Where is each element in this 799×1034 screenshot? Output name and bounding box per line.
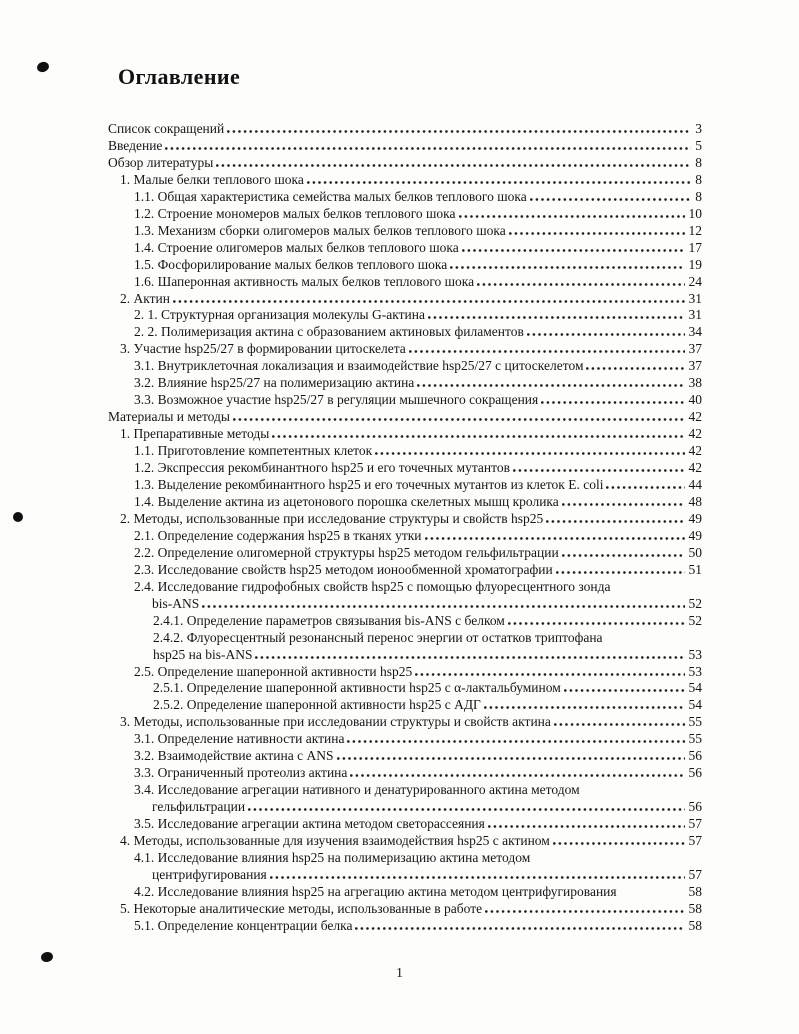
toc-entry-label: 1. Препаративные методы — [120, 426, 270, 442]
dotted-leader — [415, 673, 684, 676]
toc-line — [153, 697, 702, 714]
toc-page-number: 52 — [688, 612, 702, 628]
toc-page-number: 55 — [688, 714, 702, 730]
toc-entry-label: 2.4.2. Флуоресцентный резонансный перенос энергии от остатков триптофана — [153, 629, 603, 645]
toc-line — [134, 460, 702, 477]
dotted-leader — [375, 452, 684, 455]
dotted-leader — [428, 316, 685, 319]
toc-entry-label: 2.4.1. Определение параметров связывания bis-ANS с белком — [153, 612, 505, 628]
toc-line — [134, 918, 702, 935]
toc-line — [153, 613, 702, 630]
toc-entry — [108, 121, 702, 138]
dotted-leader — [620, 893, 685, 896]
dotted-leader — [270, 876, 685, 879]
ink-blot-artifact — [40, 951, 54, 963]
toc-entry-label: 2.3. Исследование свойств hsp25 методом ионообменной хроматографии — [134, 561, 553, 577]
toc-line — [134, 307, 702, 324]
toc-page-number: 53 — [688, 663, 702, 679]
toc-entry — [153, 697, 702, 714]
toc-page-number: 53 — [688, 646, 702, 662]
toc-page-number: 34 — [688, 324, 702, 340]
toc-entry-label: 1.5. Фосфорилирование малых белков теплового шока — [134, 256, 448, 272]
toc-page-number: 8 — [695, 188, 702, 204]
dotted-leader — [541, 401, 684, 404]
toc-page-number: 37 — [688, 358, 702, 374]
toc-line — [108, 155, 702, 172]
toc-page-number: 10 — [688, 205, 702, 221]
toc-entry — [134, 782, 702, 816]
dotted-leader — [248, 808, 684, 811]
toc-entry — [134, 358, 702, 375]
toc-line — [120, 291, 702, 308]
dotted-leader — [527, 333, 685, 336]
toc-entry — [153, 630, 702, 664]
toc-entry-label: hsp25 на bis-ANS — [153, 646, 253, 662]
dotted-leader — [255, 656, 684, 659]
dotted-leader — [484, 706, 685, 709]
dotted-leader — [233, 418, 685, 421]
toc-entry — [134, 664, 702, 681]
dotted-leader — [165, 147, 691, 150]
toc-entry-label: 3.2. Влияние hsp25/27 на полимеризацию актина — [134, 375, 415, 391]
toc-entry-label: 2.1. Определение содержания hsp25 в тканях утки — [134, 527, 422, 543]
toc-line — [134, 189, 702, 206]
dotted-leader — [227, 130, 691, 133]
toc-entry — [134, 562, 702, 579]
toc-page-number: 8 — [695, 154, 702, 170]
toc-line — [134, 257, 702, 274]
toc-entry-label: 2. 2. Полимеризация актина с образованием актиновых филаментов — [134, 324, 524, 340]
toc-entry-label: Обзор литературы — [108, 154, 214, 170]
toc-line — [134, 545, 702, 562]
toc-entry — [134, 240, 702, 257]
toc-entry-label: 1.1. Общая характеристика семейства малых белков теплового шока — [134, 188, 527, 204]
toc-page-number: 5 — [695, 137, 702, 153]
toc-entry-label: 3.4. Исследование агрегации нативного и денатурированного актина методом — [134, 782, 580, 798]
toc-page-number: 40 — [688, 392, 702, 408]
page-title: Оглавление — [118, 64, 241, 89]
toc-line — [120, 172, 702, 189]
dotted-leader — [564, 689, 685, 692]
toc-page-number: 19 — [688, 256, 702, 272]
toc-entry-label: 3. Методы, использованные при исследовании структуры и свойств актина — [120, 714, 551, 730]
toc-entry — [120, 901, 702, 918]
toc-entry-label: 3.3. Ограниченный протеолиз актина — [134, 765, 348, 781]
toc-entry-label: Введение — [108, 137, 163, 153]
footer-page-number: 1 — [396, 966, 403, 981]
dotted-leader — [586, 367, 684, 370]
dotted-leader — [409, 350, 685, 353]
toc-line — [120, 901, 702, 918]
toc-page-number: 56 — [688, 748, 702, 764]
toc-entry-label: 1.1. Приготовление компетентных клеток — [134, 443, 373, 459]
toc-entry-label: 4. Методы, использованные для изучения взаимодействия hsp25 с актином — [120, 833, 550, 849]
toc-line — [134, 664, 702, 681]
toc-entry-label: центрифугирования — [152, 866, 267, 882]
toc-entry — [134, 189, 702, 206]
toc-page-number: 54 — [688, 697, 702, 713]
toc-page-number: 58 — [688, 883, 702, 899]
dotted-leader — [562, 554, 685, 557]
toc-page-number: 49 — [688, 527, 702, 543]
toc-line — [153, 680, 702, 697]
toc-entry-label: 3.1. Внутриклеточная локализация и взаимодействие hsp25/27 с цитоскелетом — [134, 358, 584, 374]
toc-entry — [120, 172, 702, 189]
toc-page-number: 50 — [688, 544, 702, 560]
toc-entry — [134, 545, 702, 562]
toc-entry-label: 2.5.1. Определение шаперонной активности hsp25 с α-лактальбумином — [153, 680, 561, 696]
toc-entry-label: Список сокращений — [108, 121, 225, 136]
toc-entry — [134, 816, 702, 833]
toc-entry-label: 2. Актин — [120, 290, 170, 306]
toc-line — [134, 884, 702, 901]
dotted-leader — [554, 723, 685, 726]
toc-page-number: 12 — [688, 222, 702, 238]
toc-line — [134, 274, 702, 291]
toc-entry — [134, 223, 702, 240]
toc-page-number: 38 — [688, 375, 702, 391]
toc-line — [134, 782, 702, 799]
toc-entry — [153, 680, 702, 697]
toc-entry-label: гельфильтрации — [152, 799, 246, 815]
toc-entry — [134, 307, 702, 324]
toc-line — [120, 714, 702, 731]
toc-line — [153, 630, 702, 647]
toc-line — [120, 511, 702, 528]
toc-entry — [120, 341, 702, 358]
toc-line — [134, 528, 702, 545]
toc-line — [134, 748, 702, 765]
toc-page-number: 57 — [688, 816, 702, 832]
dotted-leader — [450, 266, 684, 269]
toc-entry-label: 1. Малые белки теплового шока — [120, 171, 304, 187]
toc-entry — [134, 579, 702, 613]
toc-page-number: 31 — [688, 307, 702, 323]
toc-line — [153, 647, 702, 664]
toc-entry — [134, 884, 702, 901]
toc-line — [120, 426, 702, 443]
toc-line — [134, 324, 702, 341]
toc-line — [134, 850, 702, 867]
toc-entry-label: 5. Некоторые аналитические методы, использованные в работе — [120, 900, 483, 916]
toc-line — [120, 341, 702, 358]
toc-entry — [134, 460, 702, 477]
toc-entry — [134, 375, 702, 392]
toc-line — [134, 392, 702, 409]
dotted-leader — [350, 774, 684, 777]
toc-entry-label: 3. Участие hsp25/27 в формировании цитоскелета — [120, 341, 406, 357]
toc-line — [134, 494, 702, 511]
toc-entry-label: 2. 1. Структурная организация молекулы G-актина — [134, 307, 425, 323]
dotted-leader — [513, 469, 685, 472]
toc-line — [120, 833, 702, 850]
toc-line — [134, 240, 702, 257]
toc-entry-label: 1.6. Шаперонная активность малых белков теплового шока — [134, 273, 475, 289]
toc-page-number: 58 — [688, 917, 702, 933]
dotted-leader — [546, 520, 684, 523]
toc-page-number: 57 — [688, 833, 702, 849]
toc-entry — [120, 291, 702, 308]
dotted-leader — [355, 927, 684, 930]
dotted-leader — [216, 164, 691, 167]
toc-entry — [134, 765, 702, 782]
toc-entry — [120, 426, 702, 443]
toc-entry-label: 1.3. Механизм сборки олигомеров малых белков теплового шока — [134, 222, 506, 238]
toc-entry — [134, 274, 702, 291]
toc-line — [134, 731, 702, 748]
dotted-leader — [508, 622, 685, 625]
toc-entry — [134, 392, 702, 409]
toc-page-number: 55 — [688, 731, 702, 747]
toc-line — [134, 375, 702, 392]
toc-line — [108, 121, 702, 138]
toc-page-number: 42 — [688, 426, 702, 442]
toc-page-number: 42 — [688, 460, 702, 476]
toc-page-number: 48 — [688, 493, 702, 509]
toc-entry — [153, 613, 702, 630]
toc-page-number: 8 — [695, 171, 702, 187]
toc-entry — [134, 443, 702, 460]
dotted-leader — [553, 842, 685, 845]
toc-entry-label: 2.2. Определение олигомерной структуры hsp25 методом гельфильтрации — [134, 544, 559, 560]
dotted-leader — [606, 486, 684, 489]
dotted-leader — [485, 910, 684, 913]
table-of-contents — [108, 121, 702, 935]
toc-entry-label: 3.1. Определение нативности актина — [134, 731, 345, 747]
toc-page-number: 58 — [688, 900, 702, 916]
toc-line — [108, 409, 702, 426]
toc-entry — [108, 155, 702, 172]
toc-entry — [134, 748, 702, 765]
toc-page-number: 57 — [688, 866, 702, 882]
toc-entry — [134, 494, 702, 511]
toc-entry-label: Материалы и методы — [108, 409, 230, 425]
dotted-leader — [337, 757, 685, 760]
toc-entry — [134, 918, 702, 935]
toc-entry — [120, 714, 702, 731]
toc-entry-label: 3.5. Исследование агрегации актина методом светорассеяния — [134, 816, 485, 832]
toc-page-number: 24 — [688, 273, 702, 289]
dotted-leader — [459, 215, 685, 218]
toc-entry — [120, 833, 702, 850]
toc-entry-label: 2.4. Исследование гидрофобных свойств hsp25 с помощью флуоресцентного зонда — [134, 578, 611, 594]
toc-page-number: 17 — [688, 239, 702, 255]
toc-page-number: 51 — [688, 561, 702, 577]
toc-entry-label: 4.1. Исследование влияния hsp25 на полимеризацию актина методом — [134, 849, 531, 865]
dotted-leader — [488, 825, 685, 828]
toc-entry-label: 2.5. Определение шаперонной активности hsp25 — [134, 663, 413, 679]
ink-blot-artifact — [13, 512, 23, 522]
toc-entry-label: 5.1. Определение концентрации белка — [134, 917, 353, 933]
toc-entry-label: 1.2. Экспрессия рекомбинантного hsp25 и его точечных мутантов — [134, 460, 510, 476]
toc-entry-label: 1.4. Строение олигомеров малых белков теплового шока — [134, 239, 459, 255]
toc-entry-label: 2. Методы, использованные при исследование структуры и свойств hsp25 — [120, 510, 544, 526]
toc-page-number: 52 — [688, 595, 702, 611]
toc-entry — [134, 477, 702, 494]
toc-page-number: 54 — [688, 680, 702, 696]
dotted-leader — [202, 605, 684, 608]
toc-entry — [134, 850, 702, 884]
toc-entry-label: 3.3. Возможное участие hsp25/27 в регуляции мышечного сокращения — [134, 392, 539, 408]
toc-line — [152, 867, 702, 884]
toc-entry-label: bis-ANS — [152, 595, 200, 611]
toc-page-number: 56 — [688, 799, 702, 815]
toc-page-number: 31 — [688, 290, 702, 306]
toc-line — [134, 443, 702, 460]
dotted-leader — [477, 283, 684, 286]
toc-entry-label: 1.4. Выделение актина из ацетонового порошка скелетных мышц кролика — [134, 493, 559, 509]
toc-line — [134, 223, 702, 240]
toc-line — [108, 138, 702, 155]
toc-line — [152, 596, 702, 613]
toc-entry — [108, 138, 702, 155]
toc-entry-label: 4.2. Исследование влияния hsp25 на агрегацию актина методом центрифугирования — [134, 883, 617, 899]
toc-entry — [108, 409, 702, 426]
toc-line — [134, 816, 702, 833]
toc-page-number: 56 — [688, 765, 702, 781]
toc-entry — [134, 731, 702, 748]
toc-entry-label: 3.2. Взаимодействие актина с ANS — [134, 748, 334, 764]
toc-page-number: 42 — [688, 443, 702, 459]
dotted-leader — [530, 198, 692, 201]
toc-page-number: 49 — [688, 510, 702, 526]
toc-entry — [120, 511, 702, 528]
toc-line — [134, 765, 702, 782]
ink-blot-artifact — [36, 60, 51, 73]
dotted-leader — [562, 503, 685, 506]
toc-line — [134, 477, 702, 494]
dotted-leader — [307, 181, 691, 184]
toc-page-number: 3 — [695, 121, 702, 136]
toc-line — [152, 799, 702, 816]
toc-entry-label: 1.3. Выделение рекомбинантного hsp25 и его точечных мутантов из клеток E. coli — [134, 477, 604, 493]
toc-entry-label: 1.2. Строение мономеров малых белков теплового шока — [134, 205, 456, 221]
toc-line — [134, 562, 702, 579]
toc-entry-label: 2.5.2. Определение шаперонной активности hsp25 с АДГ — [153, 697, 481, 713]
toc-page-number: 37 — [688, 341, 702, 357]
toc-line — [134, 206, 702, 223]
toc-page-number: 44 — [688, 477, 702, 493]
toc-line — [134, 358, 702, 375]
dotted-leader — [347, 740, 684, 743]
dotted-leader — [417, 384, 684, 387]
toc-entry — [134, 206, 702, 223]
dotted-leader — [556, 571, 685, 574]
dotted-leader — [462, 249, 685, 252]
toc-entry — [134, 324, 702, 341]
dotted-leader — [272, 435, 684, 438]
dotted-leader — [509, 232, 685, 235]
dotted-leader — [425, 537, 685, 540]
toc-page-number: 42 — [688, 409, 702, 425]
toc-line — [134, 579, 702, 596]
toc-entry — [134, 257, 702, 274]
dotted-leader — [173, 300, 685, 303]
toc-entry — [134, 528, 702, 545]
